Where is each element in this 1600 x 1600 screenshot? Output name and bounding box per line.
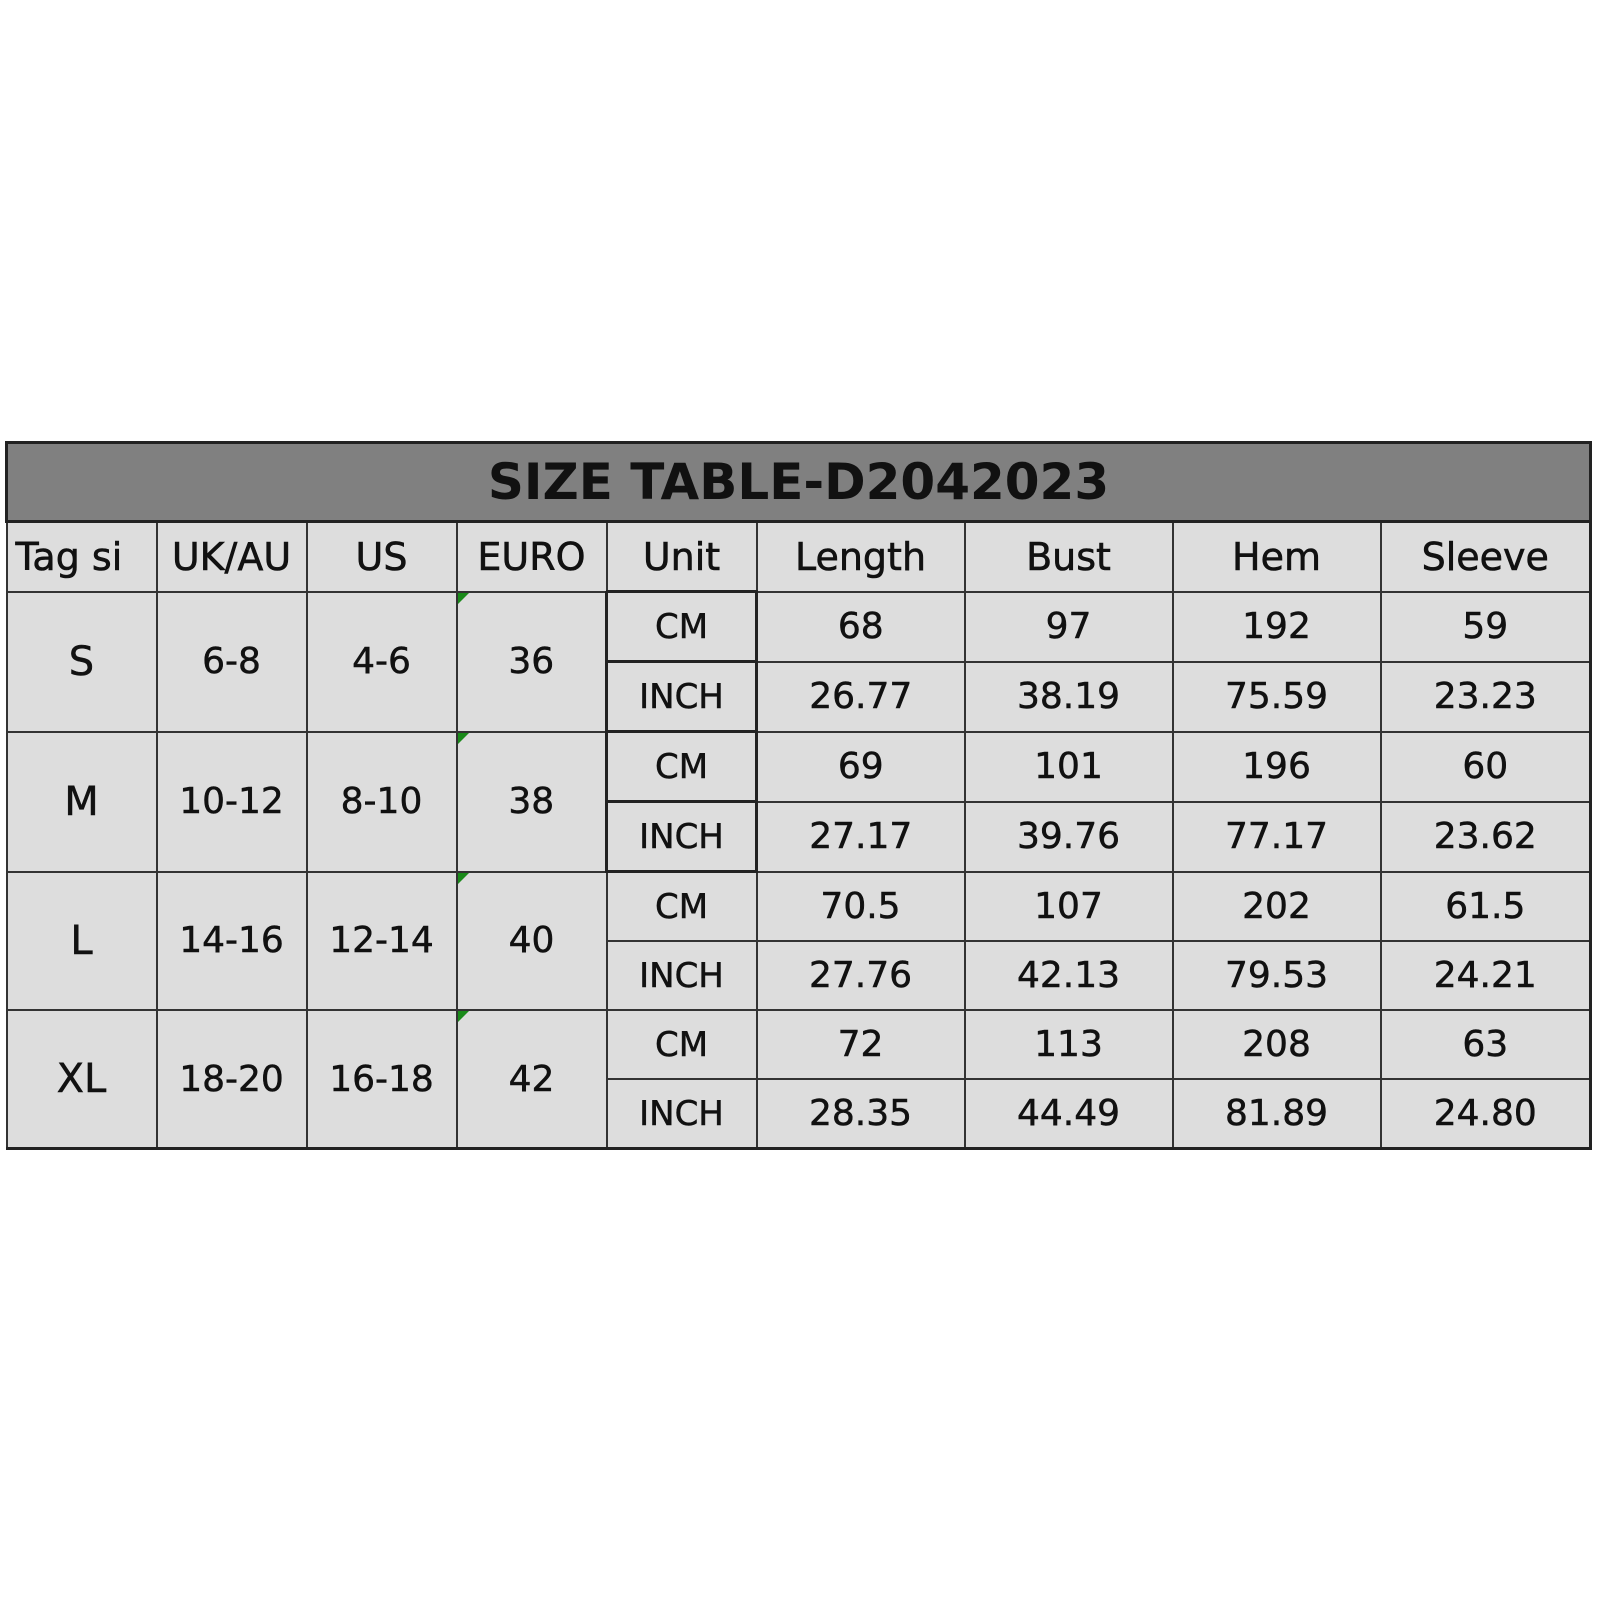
sleeve-inch-cell: 23.23 <box>1381 662 1591 732</box>
header-bust: Bust <box>965 522 1173 592</box>
sleeve-cm-cell: 61.5 <box>1381 872 1591 942</box>
header-length: Length <box>757 522 965 592</box>
sleeve-cm-cell: 63 <box>1381 1010 1591 1079</box>
sleeve-inch-cell: 24.80 <box>1381 1079 1591 1149</box>
unit-cell-cm: CM <box>607 592 757 662</box>
table-row <box>7 732 1591 802</box>
bust-inch-cell: 38.19 <box>965 662 1173 732</box>
uk-au-cell: 6-8 <box>157 592 307 732</box>
table-row <box>7 1010 1591 1079</box>
table-title: SIZE TABLE-D2042023 <box>7 443 1591 522</box>
hem-inch-cell: 77.17 <box>1173 802 1381 872</box>
sleeve-cm-cell: 60 <box>1381 732 1591 802</box>
header-us: US <box>307 522 457 592</box>
euro-cell <box>457 732 607 872</box>
hem-inch-cell: 81.89 <box>1173 1079 1381 1149</box>
length-cm-cell: 72 <box>757 1010 965 1079</box>
tag-size-cell: XL <box>7 1010 157 1149</box>
table-row <box>7 592 1591 662</box>
hem-cm-cell: 208 <box>1173 1010 1381 1079</box>
unit-cell-cm: CM <box>607 1010 757 1079</box>
tag-size-cell: L <box>7 872 157 1011</box>
unit-cell-cm: CM <box>607 872 757 942</box>
unit-cell-inch: INCH <box>607 802 757 872</box>
us-cell: 12-14 <box>307 872 457 1011</box>
us-cell: 16-18 <box>307 1010 457 1149</box>
comment-marker-icon <box>458 593 469 604</box>
length-cm-cell: 70.5 <box>757 872 965 942</box>
unit-cell-inch: INCH <box>607 1079 757 1149</box>
header-row <box>7 522 1591 592</box>
length-cm-cell: 69 <box>757 732 965 802</box>
uk-au-cell: 18-20 <box>157 1010 307 1149</box>
unit-cell-cm: CM <box>607 732 757 802</box>
header-tag-size: Tag si <box>7 522 157 592</box>
hem-cm-cell: 192 <box>1173 592 1381 662</box>
comment-marker-icon <box>458 1011 469 1022</box>
hem-inch-cell: 75.59 <box>1173 662 1381 732</box>
hem-cm-cell: 202 <box>1173 872 1381 942</box>
table-row <box>7 872 1591 942</box>
sleeve-inch-cell: 24.21 <box>1381 941 1591 1010</box>
header-sleeve: Sleeve <box>1381 522 1591 592</box>
hem-cm-cell: 196 <box>1173 732 1381 802</box>
header-unit: Unit <box>607 522 757 592</box>
comment-marker-icon <box>458 873 469 884</box>
bust-cm-cell: 107 <box>965 872 1173 942</box>
euro-value: 38 <box>508 781 555 822</box>
tag-size-cell: S <box>7 592 157 732</box>
uk-au-cell: 10-12 <box>157 732 307 872</box>
uk-au-cell: 14-16 <box>157 872 307 1011</box>
euro-value: 42 <box>508 1058 555 1100</box>
size-table <box>5 441 1592 1150</box>
euro-cell <box>457 592 607 732</box>
unit-cell-inch: INCH <box>607 941 757 1010</box>
comment-marker-icon <box>458 733 469 744</box>
hem-inch-cell: 79.53 <box>1173 941 1381 1010</box>
size-table-sheet <box>5 441 1589 1161</box>
header-hem: Hem <box>1173 522 1381 592</box>
length-inch-cell: 27.76 <box>757 941 965 1010</box>
length-cm-cell: 68 <box>757 592 965 662</box>
sleeve-cm-cell: 59 <box>1381 592 1591 662</box>
bust-inch-cell: 42.13 <box>965 941 1173 1010</box>
bust-inch-cell: 44.49 <box>965 1079 1173 1149</box>
unit-cell-inch: INCH <box>607 662 757 732</box>
us-cell: 4-6 <box>307 592 457 732</box>
bust-cm-cell: 113 <box>965 1010 1173 1079</box>
length-inch-cell: 26.77 <box>757 662 965 732</box>
header-uk-au: UK/AU <box>157 522 307 592</box>
us-cell: 8-10 <box>307 732 457 872</box>
bust-cm-cell: 101 <box>965 732 1173 802</box>
tag-size-cell: M <box>7 732 157 872</box>
euro-cell <box>457 872 607 1011</box>
euro-cell <box>457 1010 607 1149</box>
sleeve-inch-cell: 23.62 <box>1381 802 1591 872</box>
title-row <box>7 443 1591 522</box>
length-inch-cell: 27.17 <box>757 802 965 872</box>
bust-inch-cell: 39.76 <box>965 802 1173 872</box>
euro-value: 36 <box>508 641 555 682</box>
length-inch-cell: 28.35 <box>757 1079 965 1149</box>
bust-cm-cell: 97 <box>965 592 1173 662</box>
header-euro: EURO <box>457 522 607 592</box>
euro-value: 40 <box>508 920 555 962</box>
